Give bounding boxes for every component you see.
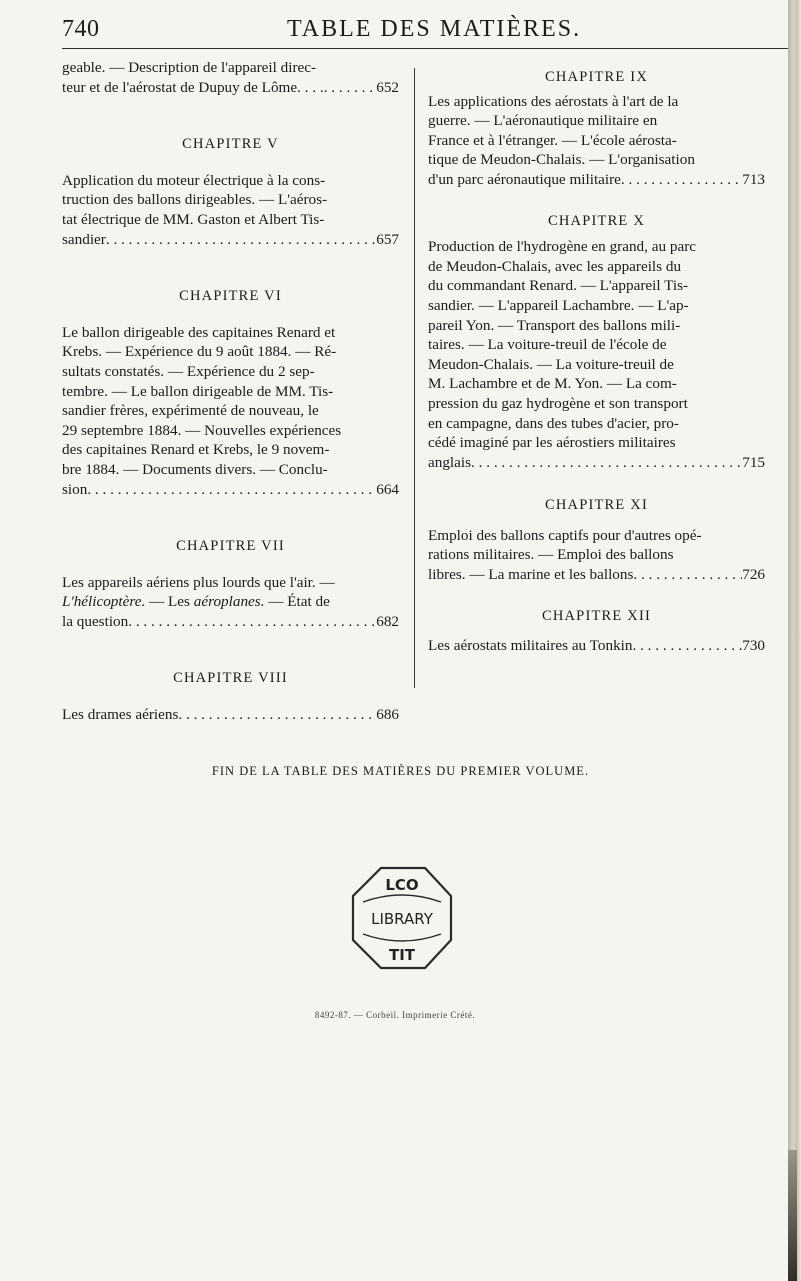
toc-entry-ch8: Les drames aériens . . . 686	[62, 705, 399, 725]
toc-entry-ch7: Les appareils aériens plus lourds que l'air. — L'hélicoptère. — Les aéroplanes. — État de la question . . . 682	[62, 573, 399, 632]
chapter-heading-viii: CHAPITRE VIII	[173, 670, 288, 687]
chapter-heading-xi: CHAPITRE XI	[544, 497, 649, 514]
printer-imprint: 8492-87. — Corbeil. Imprimerie Crété.	[314, 1010, 476, 1020]
chapter-heading-v: CHAPITRE V	[182, 136, 279, 153]
toc-entry-ch11: Emploi des ballons captifs pour d'autres opé- rations militaires. — Emploi des ballons libres. — La marine et les ballons . . . 726	[428, 526, 765, 585]
toc-entry-ch9: Les applications des aérostats à l'art de la guerre. — L'aéronautique militaire en France et à l'étranger. — L'école aérosta- tique de Meudon-Chalais. — L'organisation d'un parc aéronautique militaire . . . 713	[428, 92, 765, 190]
stamp-top-text: LCO	[385, 876, 419, 894]
page-edge	[788, 0, 801, 1281]
stamp-center-text: LIBRARY	[371, 910, 433, 928]
page-ref: 726	[742, 566, 765, 584]
chapter-heading-x: CHAPITRE X	[548, 212, 645, 229]
toc-entry-continuation: geable. — Description de l'appareil direc- teur et de l'aérostat de Dupuy de Lôme. . . . . . . 652	[62, 58, 399, 97]
page-number: 740	[62, 16, 100, 42]
page-ref: 652	[376, 78, 399, 96]
chapter-heading-ix: CHAPITRE IX	[544, 69, 649, 85]
toc-entry-ch12: Les aérostats militaires au Tonkin . . . 730	[428, 636, 765, 656]
library-stamp	[349, 862, 455, 974]
left-column	[62, 58, 399, 725]
header-rule	[62, 48, 792, 49]
chapter-heading-xii: CHAPITRE XII	[541, 607, 652, 624]
page-edge-shadow	[788, 1150, 797, 1281]
right-column	[428, 58, 765, 656]
stamp-bottom-text: TIT	[388, 946, 416, 964]
chapter-heading-vii: CHAPITRE VII	[176, 538, 285, 555]
page-ref: 713	[742, 170, 765, 188]
page-ref: 664	[376, 480, 399, 498]
page-ref: 682	[376, 612, 399, 630]
page-ref: 730	[742, 637, 765, 655]
toc-entry-ch5: Application du moteur électrique à la cons- truction des ballons dirigeables. — L'aéros- tat électrique de MM. Gaston et Albert Tis- sandier . . . 657	[62, 171, 399, 249]
chapter-heading-vi: CHAPITRE VI	[179, 288, 282, 305]
toc-entry-ch6: Le ballon dirigeable des capitaines Renard et Krebs. — Expérience du 9 août 1884. — Ré- sultats constatés. — Expérience du 2 sep- tembre. — Le ballon dirigeable de MM. Tis- sandier frères, expérimenté de nouveau, le 29 septembre 1884. — Nouvelles expériences des capitaines Renard et Krebs, le 9 novem- bre 1884. — Documents divers. — Conclu- sion . . . 664	[62, 323, 399, 499]
page-ref: 657	[376, 230, 399, 248]
page-ref: 715	[742, 453, 765, 471]
page-header	[62, 16, 762, 48]
running-title: TABLE DES MATIÈRES.	[287, 16, 582, 42]
page-ref: 686	[376, 706, 399, 724]
toc-entry-ch10: Production de l'hydrogène en grand, au parc de Meudon-Chalais, avec les appareils du du commandant Renard. — L'appareil Tis- sandier. — L'appareil Lachambre. — L'ap- pareil Yon. — Transport des ballons mili- taires. — La voiture-treuil de l'école de Meudon-Chalais. — La voiture-treuil de M. Lachambre et de M. Yon. — La com- pression du gaz hydrogène et son transport en campagne, dans des tubes d'acier, pro- cédé imaginé par les aérostiers militaires anglais . . . 715	[428, 237, 765, 472]
end-of-table-note: FIN DE LA TABLE DES MATIÈRES DU PREMIER VOLUME.	[211, 764, 590, 778]
column-divider	[414, 68, 415, 688]
